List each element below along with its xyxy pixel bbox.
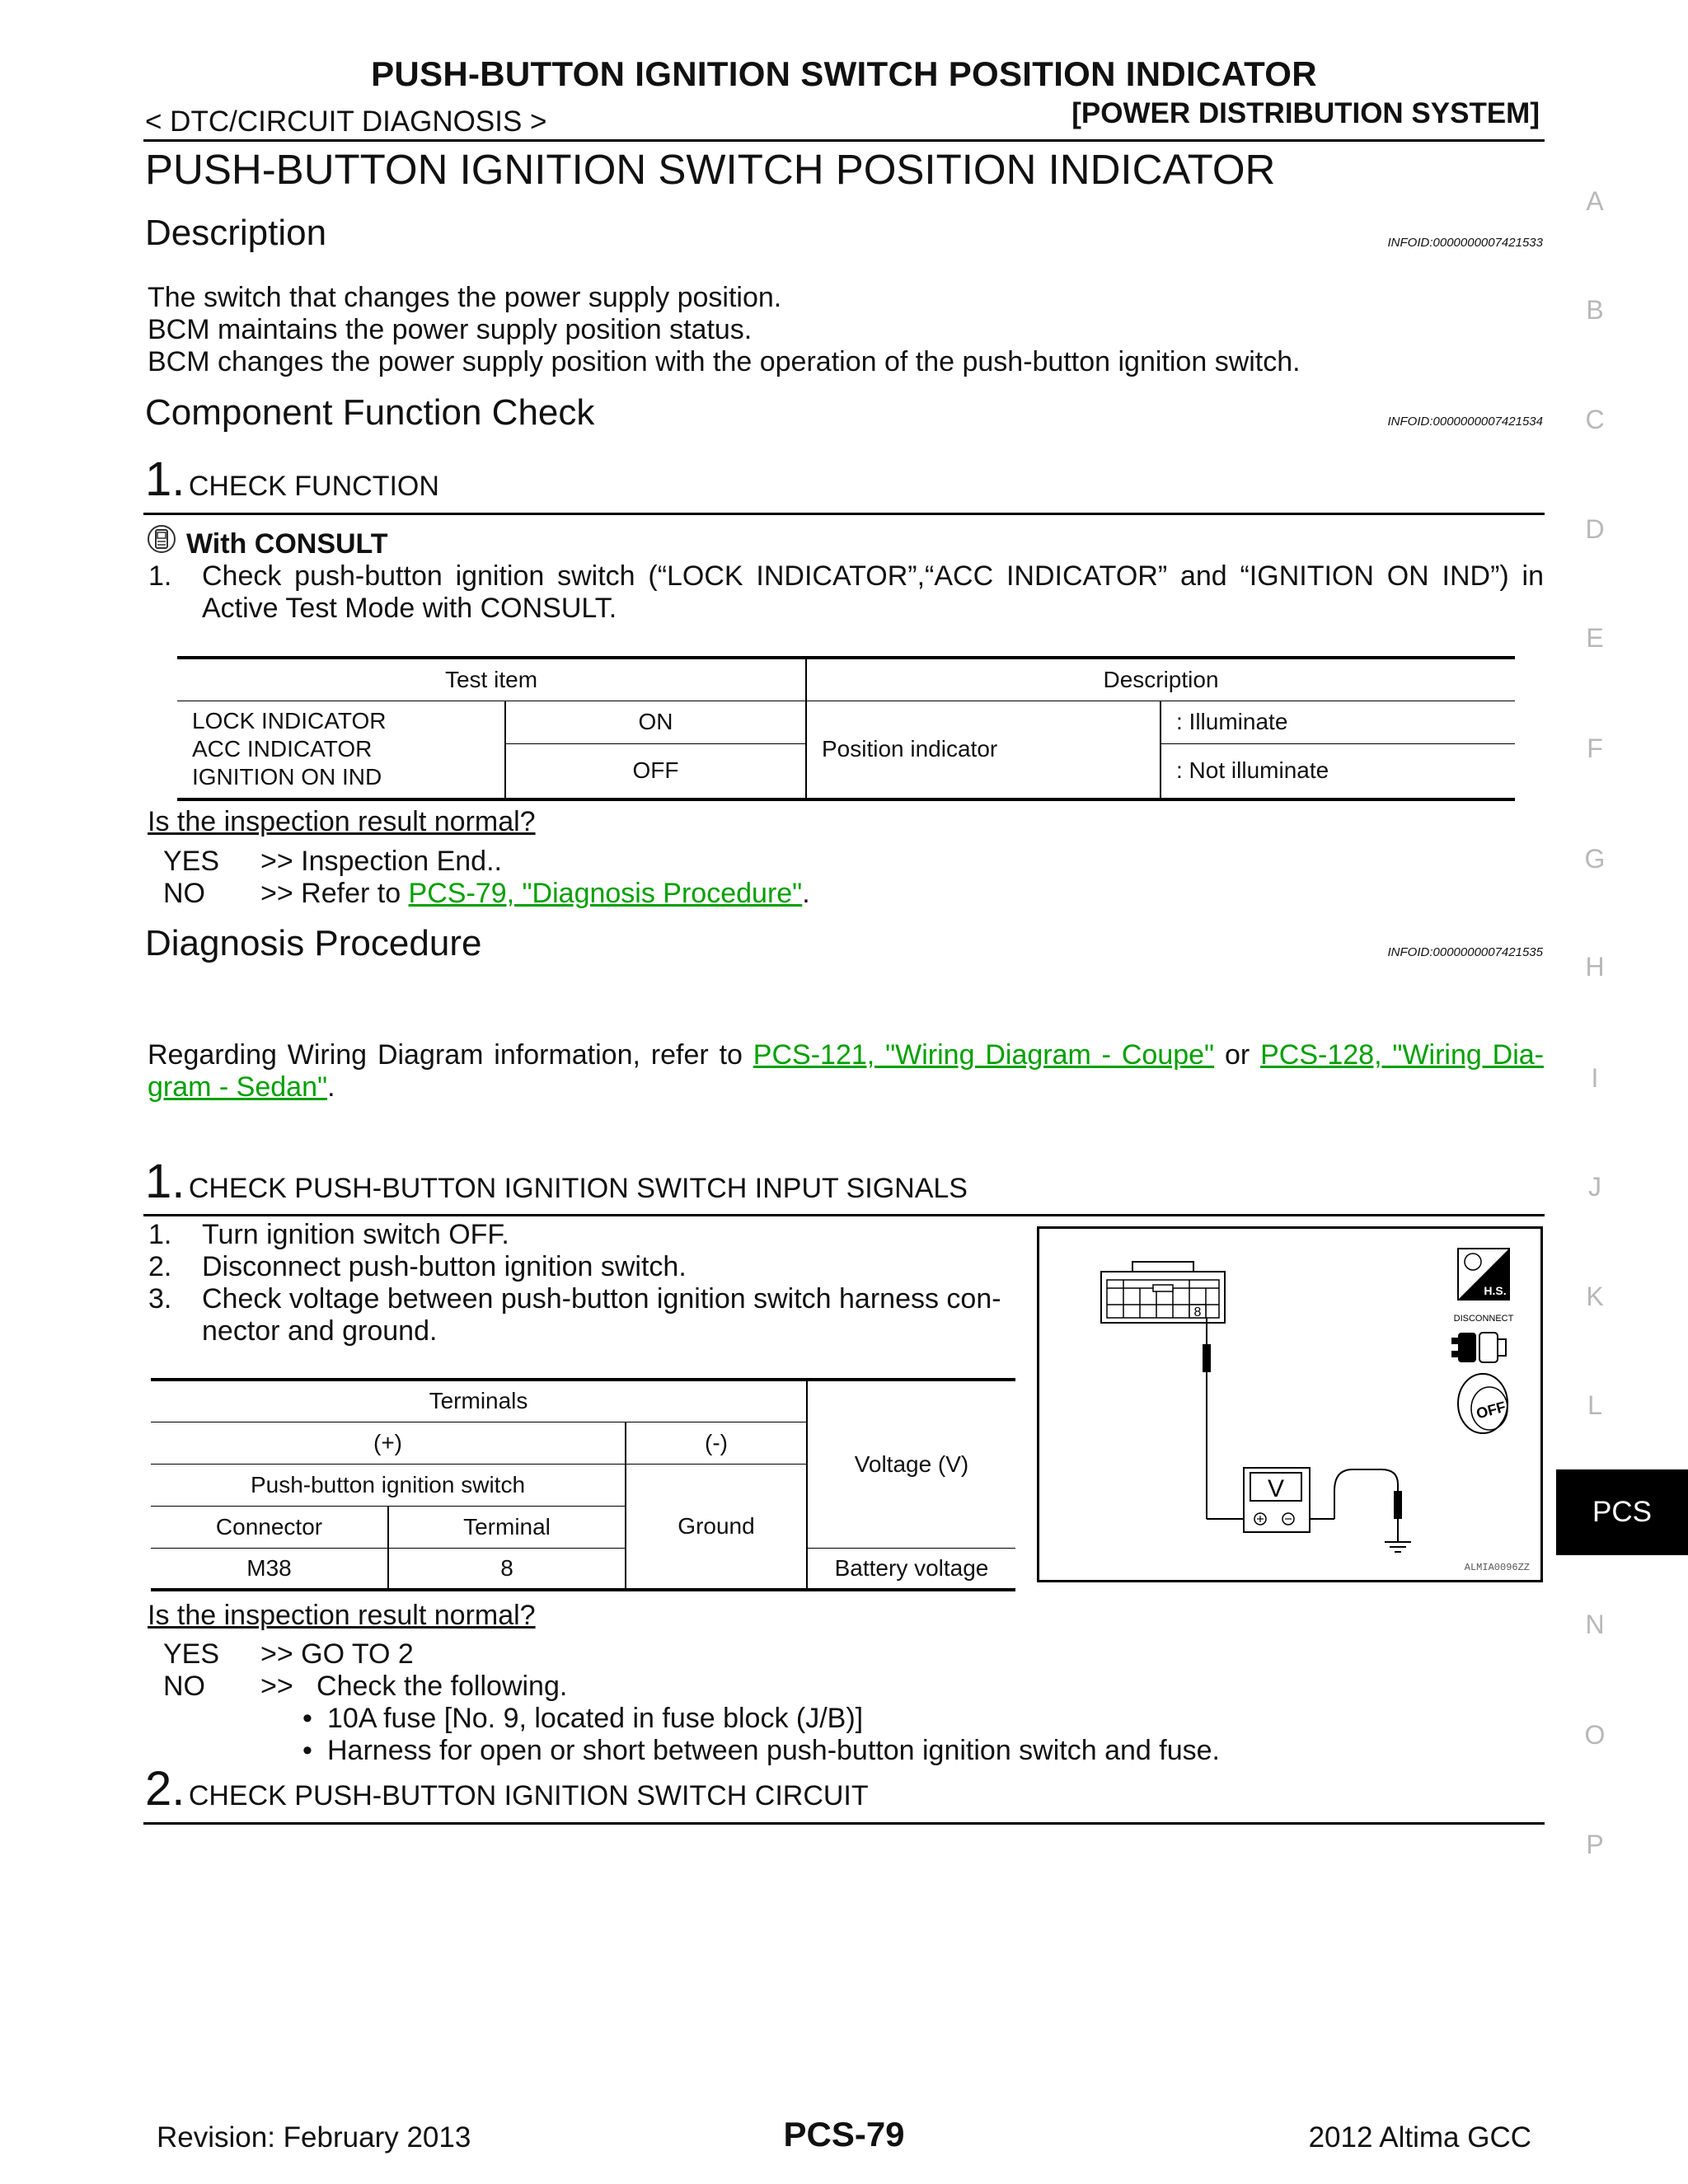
step-header	[145, 452, 439, 507]
step1-no-text: >> Check the following.	[260, 1671, 568, 1702]
side-index-letter[interactable]: E	[1586, 623, 1604, 653]
active-test-table	[177, 656, 1515, 801]
step1-question: Is the inspection result normal?	[148, 1600, 536, 1631]
step2-title: CHECK PUSH-BUTTON IGNITION SWITCH CIRCUIT	[188, 1780, 869, 1811]
consult-item-line2: Active Test Mode with CONSULT.	[202, 593, 617, 624]
terminal-header: Terminal	[388, 1506, 626, 1548]
description-line: BCM maintains the power supply position status.	[148, 314, 753, 345]
test-item: IGNITION ON IND	[192, 764, 382, 790]
step1-bullet: 10A fuse [No. 9, located in fuse block (J/B)]	[327, 1703, 864, 1734]
step1-item-cont: nector and ground.	[202, 1315, 438, 1347]
step1-item-number: 2.	[148, 1251, 172, 1282]
step2-header	[145, 1761, 869, 1816]
header-rule	[143, 139, 1545, 142]
connector-icon	[1101, 1262, 1225, 1323]
component-check-heading: Component Function Check	[145, 392, 595, 433]
step1-title: CHECK PUSH-BUTTON IGNITION SWITCH INPUT SIGNALS	[188, 1173, 968, 1204]
hs-label: H.S.	[1484, 1284, 1507, 1297]
consult-label: With CONSULT	[186, 528, 388, 560]
consult-icon	[147, 524, 176, 554]
step1-item: Check voltage between push-button ignition switch harness con-	[202, 1283, 1001, 1315]
bullet-dot: •	[302, 1703, 312, 1734]
battery-voltage: Battery voltage	[834, 1554, 989, 1581]
test-item: ACC INDICATOR	[192, 736, 373, 762]
voltage-check-diagram	[1039, 1229, 1540, 1580]
footer-page-number: PCS-79	[783, 2115, 905, 2154]
component-check-infoid: INFOID:0000000007421534	[1387, 415, 1543, 429]
description-line: BCM changes the power supply position with the operation of the push-button ignition switch.	[148, 346, 1301, 377]
wiring-coupe-link[interactable]: PCS-121, "Wiring Diagram - Coupe"	[753, 1039, 1215, 1071]
side-index-letter[interactable]: F	[1587, 733, 1603, 763]
pbis-header: Push-button ignition switch	[151, 1464, 626, 1506]
breadcrumb[interactable]: < DTC/CIRCUIT DIAGNOSIS >	[145, 105, 547, 138]
diagnosis-heading: Diagnosis Procedure	[145, 923, 482, 963]
bullet-dot: •	[302, 1735, 312, 1766]
test-item: LOCK INDICATOR	[192, 708, 387, 734]
side-index-letter[interactable]: P	[1586, 1830, 1604, 1859]
page-title: PUSH-BUTTON IGNITION SWITCH POSITION INDICATOR	[145, 146, 1276, 193]
ground-cell: Ground	[626, 1464, 807, 1590]
wiring-sedan-link-cont[interactable]: gram - Sedan"	[148, 1071, 328, 1103]
connector-header: Connector	[151, 1506, 388, 1548]
side-index-letter[interactable]: L	[1587, 1390, 1602, 1420]
consult-item-number: 1.	[148, 560, 172, 592]
side-index-letter[interactable]: O	[1584, 1720, 1606, 1750]
col-header-test-item: Test item	[177, 658, 806, 701]
step1-item-number: 1.	[148, 1219, 172, 1250]
step1-number: 1.	[145, 1155, 185, 1208]
wiring-figure	[1037, 1226, 1543, 1582]
side-index-letter[interactable]: A	[1586, 186, 1604, 216]
step-rule	[143, 513, 1545, 515]
consult-item-line1: Check push-button ignition switch (“LOCK INDICATOR”,“ACC INDICATOR” and “IGNITION ON IND”) in	[202, 560, 1544, 592]
meter-label: V	[1267, 1475, 1285, 1502]
step1-bullet: Harness for open or short between push-button ignition switch and fuse.	[327, 1735, 1220, 1766]
step1-item: Turn ignition switch OFF.	[202, 1219, 509, 1250]
step1-yes-text: >> GO TO 2	[260, 1638, 414, 1670]
description-infoid: INFOID:0000000007421533	[1387, 236, 1543, 250]
side-index-letter[interactable]: G	[1584, 844, 1606, 874]
side-index-letter[interactable]: D	[1585, 514, 1605, 544]
answer-yes-text: >> Inspection End..	[260, 846, 502, 877]
answer-no-text	[260, 878, 810, 910]
state-off: OFF	[505, 743, 806, 799]
system-label: [POWER DISTRIBUTION SYSTEM]	[1071, 97, 1540, 129]
answer-no-label: NO	[163, 878, 205, 909]
description-text	[148, 282, 1301, 378]
result-illuminate: : Illuminate	[1160, 701, 1515, 743]
side-index-letter[interactable]: I	[1591, 1063, 1599, 1093]
step2-number: 2.	[145, 1762, 185, 1816]
plus-header: (+)	[151, 1422, 626, 1464]
footer-revision: Revision: February 2013	[157, 2121, 471, 2154]
step-title: CHECK FUNCTION	[188, 471, 439, 502]
wiring-sedan-link[interactable]: PCS-128, "Wiring Dia-	[1260, 1039, 1544, 1071]
step1-yes-label: YES	[163, 1638, 220, 1670]
side-index-letter[interactable]: C	[1585, 405, 1605, 434]
voltage-header: Voltage (V)	[807, 1380, 1015, 1548]
voltage-table	[151, 1378, 1015, 1591]
step1-header	[145, 1154, 968, 1209]
terminal-value: 8	[388, 1548, 626, 1590]
step1-item: Disconnect push-button ignition switch.	[202, 1251, 687, 1282]
side-index-letter[interactable]: K	[1586, 1282, 1604, 1311]
side-index-letter[interactable]: B	[1586, 295, 1604, 325]
wiring-or: or	[1214, 1039, 1261, 1071]
wiring-prefix: Regarding Wiring Diagram information, refer to	[148, 1039, 753, 1071]
position-indicator: Position indicator	[806, 701, 1160, 799]
diagnosis-procedure-link[interactable]: PCS-79, "Diagnosis Procedure"	[408, 878, 803, 909]
terminals-header: Terminals	[151, 1380, 807, 1422]
wiring-line2	[148, 1071, 335, 1104]
state-on: ON	[505, 701, 806, 743]
footer-model: 2012 Altima GCC	[1308, 2121, 1531, 2154]
step1-rule	[143, 1214, 1545, 1216]
header-title: PUSH-BUTTON IGNITION SWITCH POSITION INDICATOR	[371, 54, 1317, 93]
minus-header: (-)	[626, 1422, 807, 1464]
wiring-line1	[148, 1039, 1544, 1071]
inspection-question: Is the inspection result normal?	[148, 806, 536, 837]
figure-code: ALMIA0096ZZ	[1464, 1562, 1530, 1573]
col-header-description: Description	[806, 658, 1515, 701]
disconnect-label: DISCONNECT	[1453, 1314, 1514, 1324]
side-index-letter[interactable]: H	[1585, 952, 1605, 982]
answer-no-suffix: .	[802, 878, 810, 909]
connector-value: M38	[151, 1548, 388, 1590]
answer-no-prefix: >> Refer to	[260, 878, 409, 909]
pin-label: 8	[1193, 1305, 1202, 1319]
result-not-illuminate: : Not illuminate	[1176, 757, 1329, 784]
test-item-names	[177, 701, 505, 799]
ground-symbol-icon	[1385, 1542, 1411, 1552]
side-index-letter[interactable]: N	[1585, 1610, 1605, 1639]
diagnosis-infoid: INFOID:0000000007421535	[1387, 945, 1543, 959]
description-line: The switch that changes the power supply position.	[148, 282, 782, 313]
side-tab-active[interactable]: PCS	[1556, 1469, 1688, 1555]
off-label: OFF	[1475, 1398, 1507, 1422]
wiring-period: .	[327, 1071, 335, 1103]
step1-item-number: 3.	[148, 1283, 172, 1315]
step2-rule	[143, 1822, 1545, 1825]
answer-yes-label: YES	[163, 846, 220, 877]
step-number: 1.	[145, 452, 185, 506]
side-index-letter[interactable]: J	[1588, 1172, 1601, 1202]
disconnect-connector-icon	[1451, 1333, 1506, 1362]
step1-no-label: NO	[163, 1671, 205, 1702]
description-heading: Description	[145, 213, 327, 253]
